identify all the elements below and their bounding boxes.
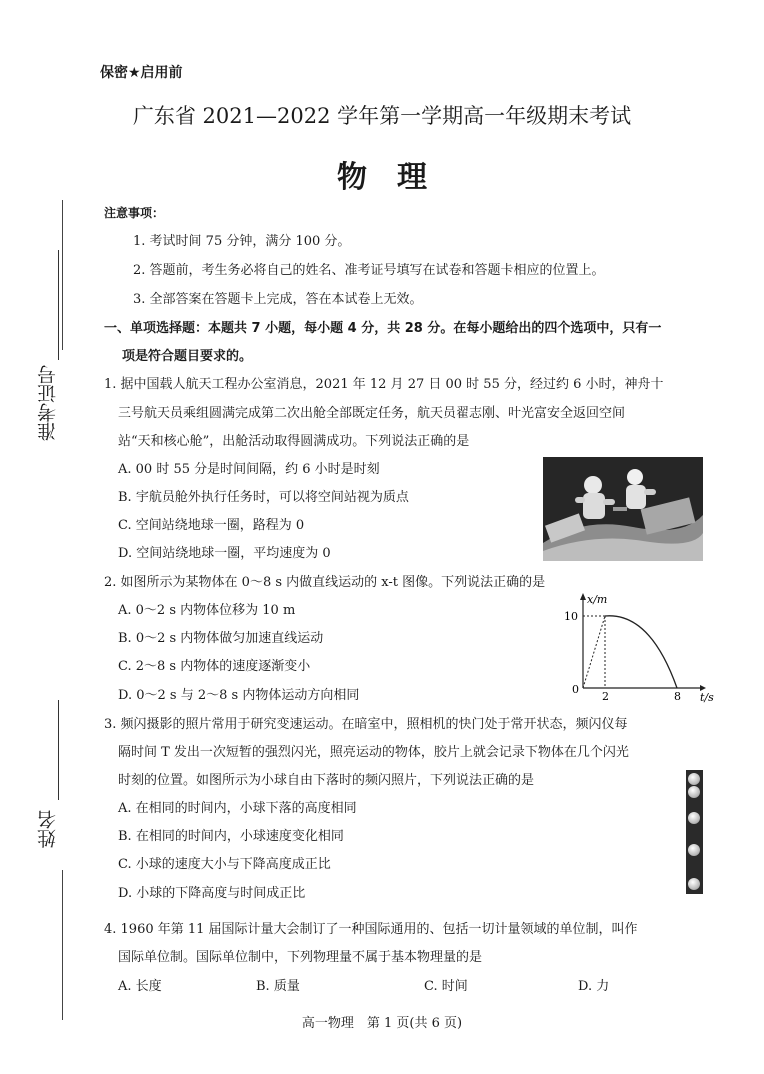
q1-option-b: B. 宇航员舱外执行任务时，可以将空间站视为质点 bbox=[118, 490, 409, 505]
q4-stem-line-2: 国际单位制。国际单位制中，下列物理量不属于基本物理量的是 bbox=[118, 950, 483, 965]
section-heading-line-2: 项是符合题目要求的。 bbox=[122, 349, 253, 364]
page-footer: 高一物理 第 1 页(共 6 页) bbox=[301, 1016, 463, 1031]
x-tick-label-8: 8 bbox=[674, 690, 681, 703]
q2-option-c: C. 2～8 s 内物体的速度逐渐变小 bbox=[118, 659, 311, 674]
q1-option-d: D. 空间站绕地球一圈，平均速度为 0 bbox=[118, 546, 331, 561]
notice-item-1: 1. 考试时间 75 分钟，满分 100 分。 bbox=[133, 234, 351, 249]
ball-image-3 bbox=[688, 812, 700, 824]
q3-option-b: B. 在相同的时间内，小球速度变化相同 bbox=[118, 829, 344, 844]
q4-option-d: D. 力 bbox=[578, 979, 610, 994]
q2-option-a: A. 0～2 s 内物体位移为 10 m bbox=[118, 603, 296, 618]
q2-option-b: B. 0～2 s 内物体做匀加速直线运动 bbox=[118, 631, 324, 646]
ball-image-1 bbox=[688, 773, 700, 785]
q4-option-b: B. 质量 bbox=[256, 979, 300, 994]
q1-option-a: A. 00 时 55 分是时间间隔，约 6 小时是时刻 bbox=[118, 462, 380, 477]
ball-image-4 bbox=[688, 844, 700, 856]
section-heading-line-1: 一、单项选择题：本题共 7 小题，每小题 4 分，共 28 分。在每小题给出的四个选项中，只有一 bbox=[104, 321, 662, 336]
x-tick-label-2: 2 bbox=[602, 690, 609, 703]
strobe-photo bbox=[686, 770, 703, 894]
q1-option-c: C. 空间站绕地球一圈，路程为 0 bbox=[118, 518, 305, 533]
ball-image-2 bbox=[688, 786, 700, 798]
spacewalk-illustration bbox=[543, 457, 703, 561]
notice-heading: 注意事项： bbox=[104, 206, 165, 220]
q1-stem-line-2: 三号航天员乘组圆满完成第二次出舱全部既定任务，航天员翟志刚、叶光富安全返回空间 bbox=[118, 406, 626, 421]
origin-label: 0 bbox=[572, 683, 579, 696]
q4-option-c: C. 时间 bbox=[424, 979, 468, 994]
q4-option-a: A. 长度 bbox=[118, 979, 162, 994]
exam-id-blank-line bbox=[58, 250, 59, 360]
y-tick-label: 10 bbox=[564, 610, 578, 623]
name-blank-line bbox=[58, 700, 59, 800]
binding-line-top bbox=[62, 200, 63, 350]
x-t-graph bbox=[560, 590, 714, 704]
confidential-mark: 保密★启用前 bbox=[100, 65, 183, 81]
q3-stem-line-2: 隔时间 T 发出一次短暂的强烈闪光，照亮运动的物体，胶片上就会记录下物体在几个闪光 bbox=[118, 745, 629, 760]
q3-stem-line-1: 3. 频闪摄影的照片常用于研究变速运动。在暗室中，照相机的快门处于常开状态，频闪仪每 bbox=[104, 717, 628, 732]
q4-stem-line-1: 4. 1960 年第 11 届国际计量大会制订了一种国际通用的、包括一切计量领域的单位制，叫作 bbox=[104, 922, 638, 937]
astronaut-photo bbox=[543, 457, 703, 561]
y-axis-label: x/m bbox=[587, 593, 608, 606]
q2-option-d: D. 0～2 s 与 2～8 s 内物体运动方向相同 bbox=[118, 688, 360, 703]
notice-item-2: 2. 答题前，考生务必将自己的姓名、准考证号填写在试卷和答题卡相应的位置上。 bbox=[133, 263, 605, 278]
q3-stem-line-3: 时刻的位置。如图所示为小球自由下落时的频闪照片，下列说法正确的是 bbox=[118, 773, 535, 788]
name-label: 姓名 bbox=[37, 810, 59, 848]
exam-title: 广东省 2021—2022 学年第一学期高一年级期末考试 bbox=[132, 104, 632, 128]
q3-option-a: A. 在相同的时间内，小球下落的高度相同 bbox=[118, 801, 357, 816]
q2-stem: 2. 如图所示为某物体在 0～8 s 内做直线运动的 x-t 图像。下列说法正确的是 bbox=[104, 575, 546, 590]
binding-line-bottom bbox=[62, 870, 63, 1020]
q3-option-c: C. 小球的速度大小与下降高度成正比 bbox=[118, 857, 331, 872]
x-axis-label: t/s bbox=[700, 691, 714, 704]
subject-title: 物理 bbox=[337, 160, 457, 195]
notice-item-3: 3. 全部答案在答题卡上完成，答在本试卷上无效。 bbox=[133, 292, 423, 307]
curve-2-8s bbox=[605, 616, 677, 688]
q1-stem-line-3: 站“天和核心舱”，出舱活动取得圆满成功。下列说法正确的是 bbox=[118, 434, 470, 449]
q3-option-d: D. 小球的下降高度与时间成正比 bbox=[118, 886, 306, 901]
ball-image-5 bbox=[688, 878, 700, 890]
q1-stem-line-1: 1. 据中国载人航天工程办公室消息，2021 年 12 月 27 日 00 时 55 分，经过约 6 小时，神舟十 bbox=[104, 377, 664, 392]
exam-id-label: 准考证号 bbox=[37, 365, 59, 441]
y-axis-arrow-icon bbox=[580, 593, 586, 600]
segment-0-2s bbox=[583, 616, 605, 688]
